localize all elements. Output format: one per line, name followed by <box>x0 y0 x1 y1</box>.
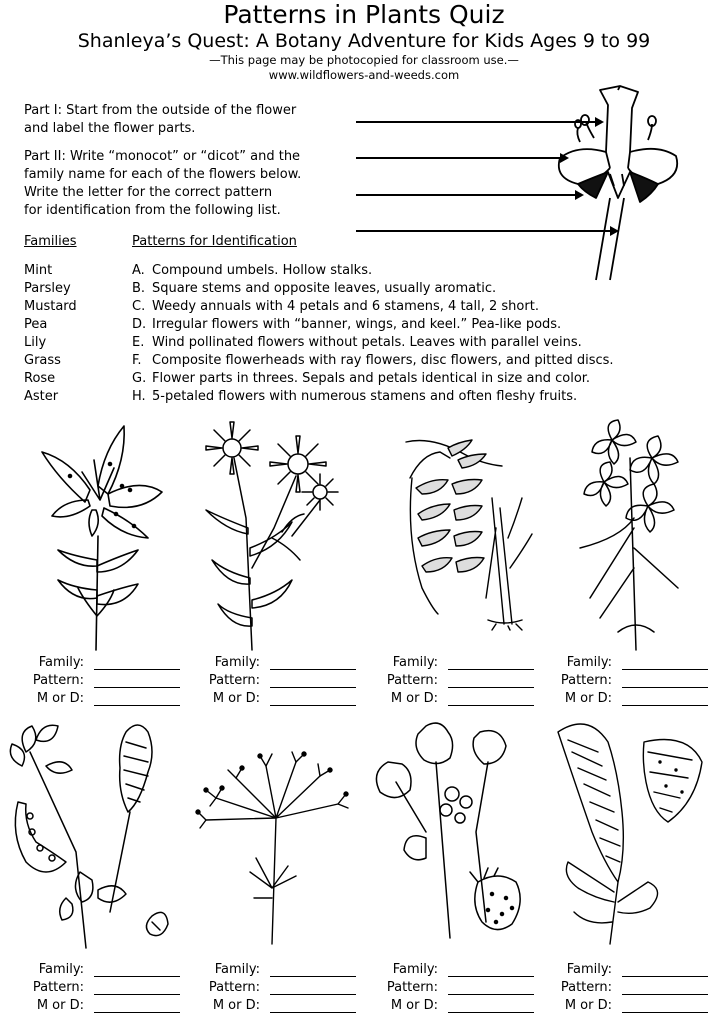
pattern-answer-line[interactable] <box>94 994 180 995</box>
pattern-item <box>132 280 496 298</box>
answer-block-3 <box>354 655 534 709</box>
answer-block-5 <box>0 962 180 1016</box>
family-answer-line[interactable] <box>622 976 708 977</box>
family-answer-line[interactable] <box>448 976 534 977</box>
family-answer-line[interactable] <box>270 976 356 977</box>
answer-block-8 <box>528 962 708 1016</box>
family-answer-line[interactable] <box>270 669 356 670</box>
page-subtitle: Shanleya’s Quest: A Botany Adventure for Kids Ages 9 to 99 <box>77 30 651 52</box>
mord-label: M or D: <box>390 691 438 706</box>
families-header: Families <box>24 234 77 249</box>
pattern-item <box>132 388 577 406</box>
mord-answer-line[interactable] <box>622 1012 708 1013</box>
part2-line: Write the letter for the correct pattern <box>24 185 273 200</box>
mord-answer-line[interactable] <box>94 705 180 706</box>
part2-line: family name for each of the flowers below. <box>24 167 302 182</box>
family-label: Family: <box>566 962 612 977</box>
answer-block-7 <box>354 962 534 1016</box>
pattern-text: Square stems and opposite leaves, usually aromatic. <box>152 281 497 296</box>
pattern-letter: E. <box>132 335 145 350</box>
family-name: Lily <box>24 335 47 350</box>
mord-label: M or D: <box>36 998 84 1013</box>
mord-answer-line[interactable] <box>94 1012 180 1013</box>
pattern-item <box>132 334 582 352</box>
family-name: Pea <box>24 317 48 332</box>
pattern-item <box>132 262 372 280</box>
family-label: Family: <box>392 962 438 977</box>
pattern-item <box>132 298 539 316</box>
pattern-answer-line[interactable] <box>448 994 534 995</box>
pattern-label: Pattern: <box>208 673 260 688</box>
pattern-label: Pattern: <box>32 980 84 995</box>
family-label: Family: <box>214 655 260 670</box>
pattern-item <box>132 352 614 370</box>
part1-line: and label the flower parts. <box>24 121 196 136</box>
mord-label: M or D: <box>564 691 612 706</box>
label-line-2[interactable] <box>356 157 561 159</box>
pattern-label: Pattern: <box>208 980 260 995</box>
pattern-answer-line[interactable] <box>622 994 708 995</box>
pattern-letter: H. <box>132 389 146 404</box>
flower-diagram <box>548 80 698 280</box>
pattern-letter: B. <box>132 281 146 296</box>
answer-block-1 <box>0 655 180 709</box>
grass-plant-icon <box>392 438 552 630</box>
family-label: Family: <box>392 655 438 670</box>
answer-block-2 <box>176 655 356 709</box>
mustard-plant-icon <box>570 418 700 650</box>
family-answer-line[interactable] <box>448 669 534 670</box>
pattern-answer-line[interactable] <box>622 687 708 688</box>
part2-line: for identification from the following list. <box>24 203 281 218</box>
pattern-text: Weedy annuals with 4 petals and 6 stamens, 4 tall, 2 short. <box>152 299 539 314</box>
website-url: www.wildflowers-and-weeds.com <box>268 68 460 82</box>
family-answer-line[interactable] <box>94 669 180 670</box>
pattern-label: Pattern: <box>32 673 84 688</box>
pattern-letter: C. <box>132 299 146 314</box>
mord-label: M or D: <box>564 998 612 1013</box>
pattern-text: Flower parts in threes. Sepals and petals identical in size and color. <box>152 371 591 386</box>
pattern-letter: A. <box>132 263 145 278</box>
strawberry-rose-plant-icon <box>366 722 546 938</box>
family-label: Family: <box>38 655 84 670</box>
pattern-item <box>132 316 561 334</box>
family-label: Family: <box>214 962 260 977</box>
pattern-letter: F. <box>132 353 142 368</box>
pattern-text: Wind pollinated flowers without petals. Leaves with parallel veins. <box>152 335 582 350</box>
lily-plant-icon <box>30 420 180 650</box>
part1-instructions <box>24 102 334 138</box>
mord-answer-line[interactable] <box>270 1012 356 1013</box>
pattern-label: Pattern: <box>386 673 438 688</box>
mord-label: M or D: <box>390 998 438 1013</box>
mord-answer-line[interactable] <box>622 705 708 706</box>
family-name: Grass <box>24 353 61 368</box>
mord-label: M or D: <box>212 998 260 1013</box>
pattern-text: Compound umbels. Hollow stalks. <box>152 263 373 278</box>
parsley-plant-icon <box>196 748 356 944</box>
answer-block-4 <box>528 655 708 709</box>
family-label: Family: <box>566 655 612 670</box>
family-name: Rose <box>24 371 56 386</box>
pattern-answer-line[interactable] <box>94 687 180 688</box>
mord-answer-line[interactable] <box>270 705 356 706</box>
pattern-text: Composite flowerheads with ray flowers, disc flowers, and pitted discs. <box>152 353 614 368</box>
pattern-letter: D. <box>132 317 147 332</box>
pattern-text: 5-petaled flowers with numerous stamens and often fleshy fruits. <box>152 389 578 404</box>
photocopy-note: —This page may be photocopied for classroom use.— <box>209 53 519 67</box>
patterns-header: Patterns for Identification <box>132 234 297 249</box>
label-line-3[interactable] <box>356 194 576 196</box>
mint-plant-icon <box>548 712 708 944</box>
part2-line: Part II: Write “monocot” or “dicot” and the <box>24 149 301 164</box>
family-name: Parsley <box>24 281 71 296</box>
pattern-label: Pattern: <box>386 980 438 995</box>
mord-answer-line[interactable] <box>448 1012 534 1013</box>
mord-label: M or D: <box>212 691 260 706</box>
page-title: Patterns in Plants Quiz <box>223 0 505 29</box>
part2-instructions <box>24 148 334 220</box>
part1-line: Part I: Start from the outside of the flower <box>24 103 297 118</box>
pattern-label: Pattern: <box>560 673 612 688</box>
pattern-answer-line[interactable] <box>270 994 356 995</box>
pattern-letter: G. <box>132 371 147 386</box>
mord-answer-line[interactable] <box>448 705 534 706</box>
family-name: Mustard <box>24 299 77 314</box>
answer-block-6 <box>176 962 356 1016</box>
aster-plant-icon <box>192 418 352 650</box>
pattern-item <box>132 370 590 388</box>
pattern-text: Irregular flowers with “banner, wings, and keel.” Pea-like pods. <box>152 317 562 332</box>
mord-label: M or D: <box>36 691 84 706</box>
family-name: Mint <box>24 263 53 278</box>
family-name: Aster <box>24 389 59 404</box>
pea-plant-icon <box>6 712 176 948</box>
family-label: Family: <box>38 962 84 977</box>
family-answer-line[interactable] <box>94 976 180 977</box>
pattern-answer-line[interactable] <box>270 687 356 688</box>
family-answer-line[interactable] <box>622 669 708 670</box>
pattern-label: Pattern: <box>560 980 612 995</box>
pattern-answer-line[interactable] <box>448 687 534 688</box>
